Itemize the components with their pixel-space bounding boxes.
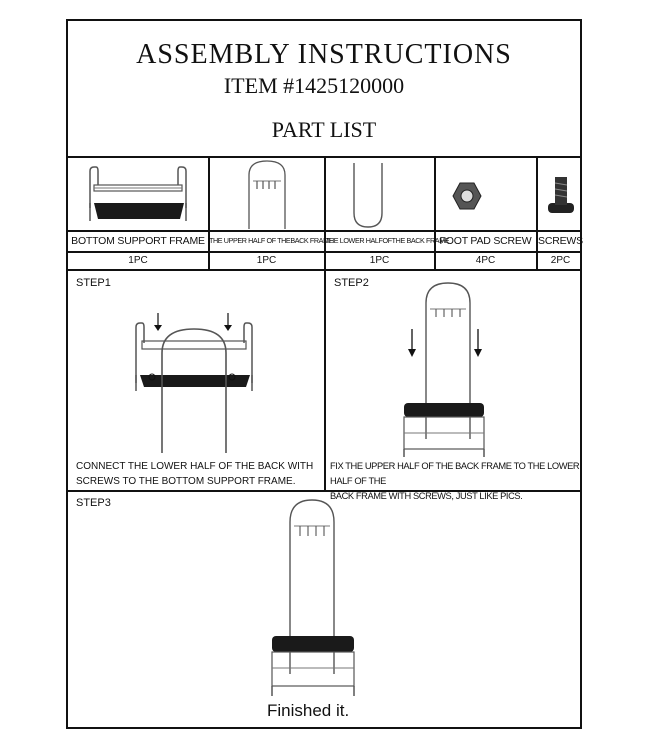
item-number: ITEM #1425120000	[223, 73, 405, 98]
divider	[324, 156, 326, 270]
finished-text: Finished it.	[267, 701, 350, 720]
step-label: STEP1	[76, 277, 111, 289]
part-name: SCREWS	[538, 235, 583, 247]
bottom-support-frame-image	[80, 163, 200, 225]
screws-image	[546, 173, 576, 219]
foot-pad-screw-image	[452, 181, 482, 211]
part-name: BOTTOM SUPPORT FRAME	[71, 235, 205, 247]
divider	[208, 156, 210, 270]
part-quantity: 4PC	[475, 255, 496, 266]
part-name: THE LOWER HALFOFTHE BACK FRAME	[325, 236, 450, 245]
part-name: FOOT PAD SCREW	[439, 235, 532, 247]
instruction-sheet	[66, 19, 582, 729]
part-quantity: 2PC	[550, 255, 571, 266]
caption-line: CONNECT THE LOWER HALF OF THE BACK WITH	[76, 461, 314, 472]
divider	[434, 156, 436, 270]
caption-line: SCREWS TO THE BOTTOM SUPPORT FRAME.	[76, 476, 296, 487]
part-name: THE UPPER HALF OF THEBACK FRAME	[209, 236, 334, 245]
upper-back-frame-image	[243, 159, 291, 229]
part-list-heading: PART LIST	[271, 117, 377, 142]
divider	[324, 269, 326, 491]
part-quantity: 1PC	[256, 255, 277, 266]
step1-caption	[76, 459, 322, 489]
part-quantity: 1PC	[369, 255, 390, 266]
header	[68, 21, 580, 157]
step1-illustration	[128, 313, 263, 453]
caption-line: FIX THE UPPER HALF OF THE BACK FRAME TO THE LOWER HALF OF THE	[330, 461, 580, 486]
step-label: STEP3	[76, 497, 111, 509]
doc-title: ASSEMBLY INSTRUCTIONS	[136, 39, 512, 70]
caption-line: BACK FRAME WITH SCREWS, JUST LIKE PICS.	[330, 491, 523, 501]
divider	[536, 156, 538, 270]
step-label: STEP2	[334, 277, 369, 289]
lower-back-frame-image	[348, 161, 388, 229]
step2-illustration	[400, 279, 500, 457]
step2-caption	[330, 459, 584, 504]
part-quantity: 1PC	[128, 255, 148, 266]
step3-illustration	[266, 496, 362, 698]
